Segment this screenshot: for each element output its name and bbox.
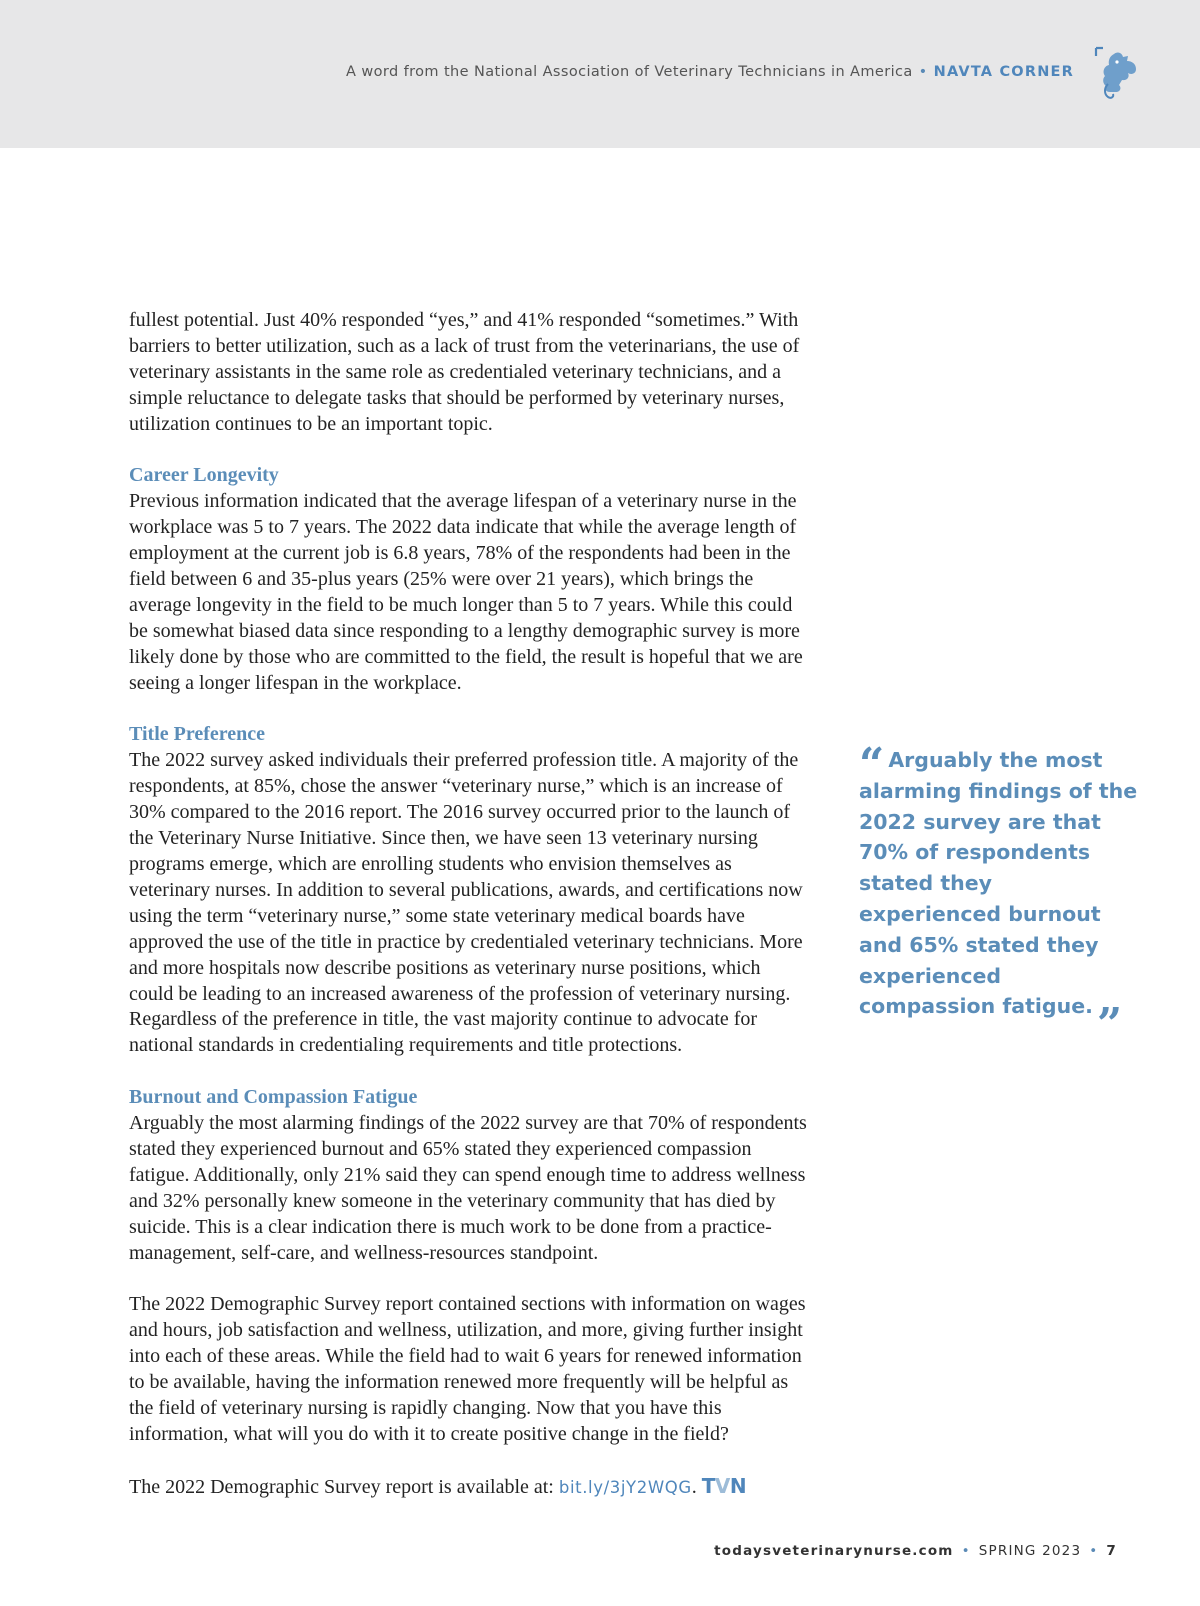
header-line — [346, 64, 1074, 80]
header-band — [0, 0, 1200, 148]
header-tagline: A word from the National Association of Veterinary Technicians in America — [346, 64, 913, 80]
open-quote-icon: “ — [859, 739, 885, 790]
header-separator: • — [918, 64, 928, 80]
end-punctuation: . — [691, 1475, 697, 1498]
section-career-longevity — [129, 463, 809, 696]
article-body — [129, 308, 809, 1527]
section-heading: Burnout and Compassion Fatigue — [129, 1086, 418, 1109]
section-burnout — [129, 1085, 809, 1266]
page-footer — [714, 1543, 1117, 1559]
section-paragraph: The 2022 survey asked individuals their preferred profession title. A majority of the respondents, at 85%, chose the answer “veterinary nurse,” which is an increase of 30% compared to the 2016 report. The 2016 survey occurred prior to the launch of the Veterinary Nurse Initiative. Since then, we have seen 13 veterinary nursing programs emerge, which are enrolling students who envision themselves as veterinary nurses. In addition to several publications, awards, and certifications now using the term “veterinary nurse,” some state veterinary medical boards have approved the use of the title in practice by credentialed veterinary technicians. More and more hospitals now describe positions as veterinary nurse positions, which could be leading to an increased awareness of the profession of veterinary nursing. Regardless of the preference in title, the vast majority continue to advocate for national standards in credentialing requirements and title protections. — [129, 749, 803, 1057]
section-label: NAVTA CORNER — [933, 64, 1074, 80]
navta-animals-logo-icon — [1092, 44, 1140, 104]
footer-separator: • — [1089, 1543, 1099, 1559]
availability-paragraph — [129, 1474, 809, 1501]
section-paragraph: Arguably the most alarming findings of the 2022 survey are that 70% of respondents stated they experienced burnout and 65% stated they experienced compassion fatigue. Additionally, only 21% said they can spend enough time to address wellness and 32% personally knew someone in the veterinary community that has died by suicide. This is a clear indication there is much work to be done from a practice-management, self-care, and wellness-resources standpoint. — [129, 1112, 807, 1264]
tvn-end-mark: TVN — [701, 1473, 747, 1498]
intro-paragraph: fullest potential. Just 40% responded “yes,” and 41% responded “sometimes.” With barriers to better utilization, such as a lack of trust from the veterinarians, the use of veterinary assistants in the same role as credentialed veterinary technicians, and a simple reluctance to delegate tasks that should be performed by veterinary nurses, utilization continues to be an important topic. — [129, 309, 800, 435]
closing-paragraph: The 2022 Demographic Survey report contained sections with information on wages and hours, job satisfaction and wellness, utilization, and more, giving further insight into each of these areas. While the field had to wait 6 years for renewed information to be available, having the information renewed more frequently will be helpful as the field of veterinary nursing is rapidly changing. Now that you have this information, what will you do with it to create positive change in the field? — [129, 1293, 806, 1445]
close-quote-icon: ” — [1096, 999, 1123, 1051]
availability-text: The 2022 Demographic Survey report is available at: — [129, 1475, 559, 1498]
pull-quote-text: Arguably the most alarming findings of the 2022 survey are that 70% of respondents stated they experienced burnout and 65% stated they experienced compassion fatigue. — [859, 748, 1138, 1019]
section-heading: Career Longevity — [129, 464, 279, 487]
section-title-preference — [129, 722, 809, 1059]
section-paragraph: Previous information indicated that the average lifespan of a veterinary nurse in the workplace was 5 to 7 years. The 2022 data indicate that while the average length of employment at the current job is 6.8 years, 78% of the respondents had been in the field between 6 and 35-plus years (25% were over 21 years), which brings the average longevity in the field to be much longer than 5 to 7 years. While this could be somewhat biased data since responding to a lengthy demographic survey is more likely done by those who are committed to the field, the result is hopeful that we are seeing a longer lifespan in the workplace. — [129, 490, 803, 694]
pull-quote — [859, 739, 1139, 1051]
footer-separator: • — [961, 1543, 971, 1559]
page-number: 7 — [1106, 1543, 1117, 1559]
footer-site[interactable]: todaysveterinarynurse.com — [714, 1543, 954, 1559]
report-link[interactable]: bit.ly/3jY2WQG — [558, 1477, 692, 1497]
section-heading: Title Preference — [129, 723, 266, 746]
footer-issue: SPRING 2023 — [978, 1543, 1082, 1559]
